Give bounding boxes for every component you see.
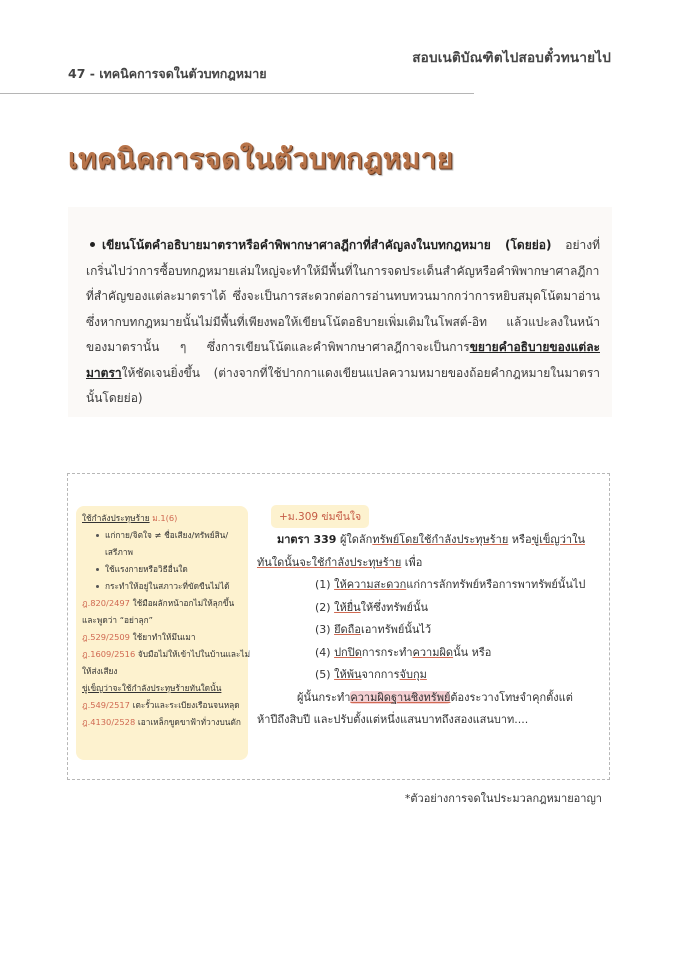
law-item: (4) ปกปิดการกระทำความผิดนั้น หรือ <box>315 645 492 659</box>
section-tag: +ม.309 ข่มขืนใจ <box>271 505 369 528</box>
note-heading-2: ขู่เข็ญว่าจะใช้กำลังประทุษร้ายทันใดนั้น <box>82 683 222 693</box>
dot-icon <box>96 534 99 537</box>
note-case: ฎ.4130/2528 เอาเหล็กขูดขาฟ้าทั่วางบนตัก <box>82 717 241 727</box>
note-heading: ใช้กำลังประทุษร้าย <box>82 513 150 523</box>
header-divider <box>0 93 474 94</box>
law-text: มาตรา 339 ผู้ใดลักทรัพย์โดยใช้กำลังประทุษร้าย หรือขู่เข็ญว่าใน ทันใดนั้นจะใช้กำลังประทุษร้าย เพื่อ (1) ให้ความสะดวกแก่การลักทรัพย์หรือการพาทรัพย์นั้นไป (2) ให้ยื่นให้ซึ่งทรัพย์นั้น (3) ยึดถือเอาทรัพย์นั้นไว้ (4) ปกปิดการกระทำความผิดนั้น หรือ (5) ให้พ้นจากการจับกุม ผู้นั้นกระทำความผิดฐานชิงทรัพย์ต้องระวางโทษจำคุกตั้งแต่ ห้าปีถึงสิบปี และปรับตั้งแต่หนึ่งแสนบาทถึงสองแสนบาท.... <box>257 529 601 732</box>
intro-underlined: ขยายคำอธิบายของแต่ละมาตรา <box>86 340 600 380</box>
dot-icon <box>96 568 99 571</box>
note-heading-ref: ม.1(6) <box>149 513 178 523</box>
example-caption: *ตัวอย่างการจดในประมวลกฎหมายอาญา <box>404 792 602 805</box>
law-item: (2) ให้ยื่นให้ซึ่งทรัพย์นั้น <box>315 600 429 614</box>
sticky-note <box>76 506 251 760</box>
page-label: 47 - เทคนิคการจดในตัวบทกฎหมาย <box>68 66 267 81</box>
note-bullet: แก่กาย/จิตใจ ≠ ชื่อเสียง/ทรัพย์สิน/ <box>82 527 242 544</box>
law-closing-2: ห้าปีถึงสิบปี และปรับตั้งแต่หนึ่งแสนบาทถึงสองแสนบาท.... <box>257 713 529 726</box>
note-bullet-cont: เสรีภาพ <box>105 547 133 557</box>
series-title: สอบเนติบัณฑิตไปสอบตั๋วทนายไป <box>412 50 611 66</box>
note-case: ฎ.820/2497 ใช้มือผลักหน้าอกไม่ให้ลุกขึ้น <box>82 598 235 608</box>
highlight: ความผิดฐานชิงทรัพย์ <box>350 690 451 704</box>
intro-text-2: ให้ชัดเจนยิ่งขึ้น (ต่างจากที่ใช้ปากกาแดงเขียนแปลความหมายของถ้อยคำกฎหมายในมาตรานั้นโดยย่อ) <box>86 365 600 405</box>
page-title: เทคนิคการจดในตัวบทกฎหมาย <box>68 142 454 175</box>
note-bullet: ใช้แรงกายหรือวิธีอื่นใด <box>82 561 242 578</box>
bullet-icon <box>90 242 95 247</box>
note-case: ฎ.529/2509 ใช้ยาทำให้มึนเมา <box>82 632 196 642</box>
law-item: (1) ให้ความสะดวกแก่การลักทรัพย์หรือการพาทรัพย์นั้นไป <box>315 578 586 591</box>
intro-text-1: อย่างที่เกริ่นไปว่าการซื้อบทกฎหมายเล่มใหญ่จะทำให้มีพื้นที่ในการจดประเด็นสำคัญหรือคำพิพากษาศาลฎีกาที่สำคัญของแต่ละมาตราได้ ซึ่งจะเป็นการสะดวกต่อการอ่านทบทวนมากกว่าการหยิบสมุดโน้ตมาอ่าน ซึ่งหากบทกฎหมายนั้นไม่มีพื้นที่เพียงพอให้เขียนโน้ตอธิบายเพิ่มเติมในโพสต์-อิท แล้วแปะลงในหน้าของมาตรานั้น ๆ ซึ่งการเขียนโน้ตและคำพิพากษาศาลฎีกาจะเป็นการ <box>86 238 601 354</box>
law-closing: ผู้นั้นกระทำความผิดฐานชิงทรัพย์ต้องระวางโทษจำคุกตั้งแต่ <box>297 690 573 704</box>
intro-bold-lead: เขียนโน้ตคำอธิบายมาตราหรือคำพิพากษาศาลฎีกาที่สำคัญลงในบทกฎหมาย (โดยย่อ) <box>102 238 552 252</box>
intro-paragraph <box>86 233 600 412</box>
note-case: และพูดว่า “อย่าลุก” <box>82 615 153 625</box>
section-label: มาตรา 339 <box>277 533 337 546</box>
note-bullet: กระทำให้อยู่ในสภาวะที่ขัดขืนไม่ได้ <box>82 578 242 595</box>
law-item: (5) ให้พ้นจากการจับกุม <box>315 668 427 681</box>
note-case: ฎ.1609/2516 จับมือไม่ให้เข้าไปในบ้านและไม่ <box>82 649 251 659</box>
law-item: (3) ยึดถือเอาทรัพย์นั้นไว้ <box>315 623 432 636</box>
note-case: ให้ส่งเสียง <box>82 666 118 676</box>
dot-icon <box>96 585 99 588</box>
note-case: ฎ.549/2517 เตะรั้วและระเบียงเรือนจนหลุด <box>82 700 240 710</box>
intro-box <box>68 207 612 417</box>
